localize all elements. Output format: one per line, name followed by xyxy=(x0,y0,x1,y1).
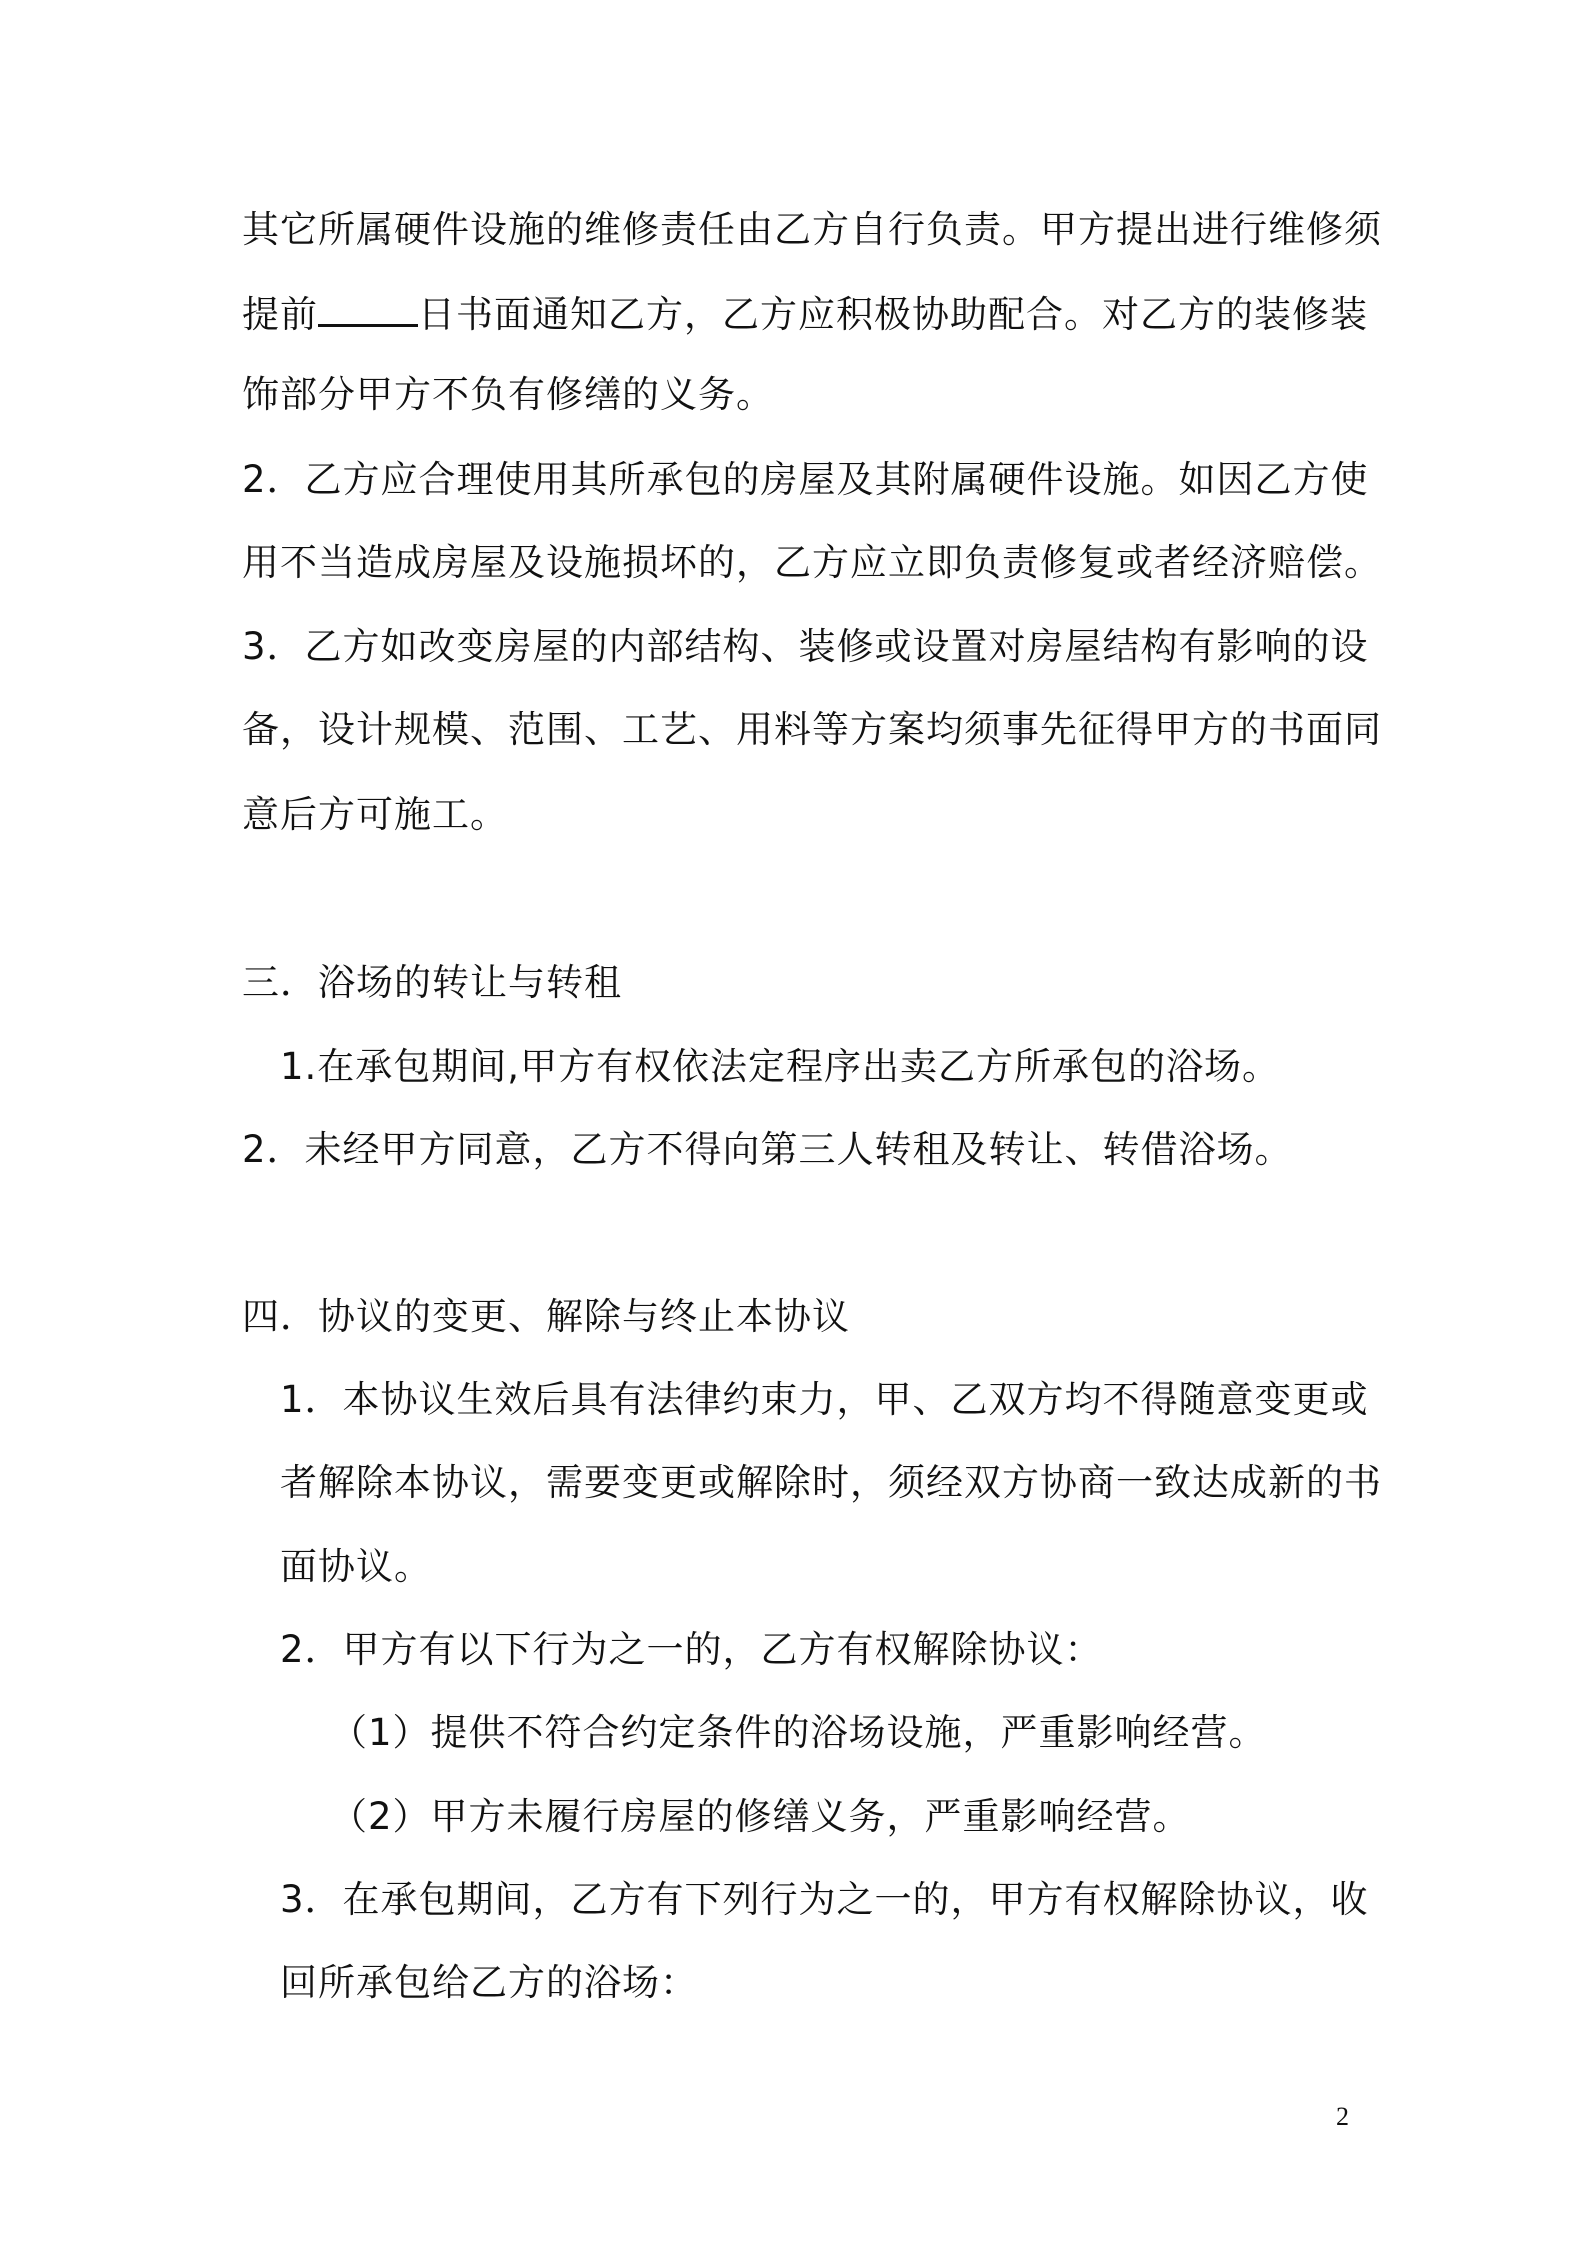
list-item: 2．未经甲方同意，乙方不得向第三人转租及转让、转借浴场。 xyxy=(242,1128,1293,1171)
paragraph-line: 备，设计规模、范围、工艺、用料等方案均须事先征得甲方的书面同 xyxy=(242,708,1382,751)
section-heading: 四．协议的变更、解除与终止本协议 xyxy=(242,1295,850,1338)
paragraph-line: 2．乙方应合理使用其所承包的房屋及其附属硬件设施。如因乙方使 xyxy=(242,458,1369,501)
list-item-continuation: 者解除本协议，需要变更或解除时，须经双方协商一致达成新的书 xyxy=(280,1461,1382,1504)
section-heading: 三．浴场的转让与转租 xyxy=(242,961,622,1004)
sub-list-item: （2）甲方未履行房屋的修缮义务，严重影响经营。 xyxy=(330,1795,1191,1838)
list-item: 1．本协议生效后具有法律约束力，甲、乙双方均不得随意变更或 xyxy=(280,1378,1369,1421)
paragraph-line-with-blank xyxy=(242,290,1368,340)
list-item: 1.在承包期间,甲方有权依法定程序出卖乙方所承包的浴场。 xyxy=(280,1045,1281,1088)
text-segment: 日书面通知乙方，乙方应积极协助配合。对乙方的装修装 xyxy=(418,293,1368,336)
list-item: 2．甲方有以下行为之一的，乙方有权解除协议： xyxy=(280,1628,1103,1671)
list-item-continuation: 回所承包给乙方的浴场： xyxy=(280,1961,698,2004)
list-item-continuation: 面协议。 xyxy=(280,1545,432,1588)
page-number: 2 xyxy=(1336,2102,1349,2131)
paragraph-line: 其它所属硬件设施的维修责任由乙方自行负责。甲方提出进行维修须 xyxy=(242,208,1382,251)
list-item: 3．在承包期间，乙方有下列行为之一的，甲方有权解除协议，收 xyxy=(280,1878,1369,1921)
sub-list-item: （1）提供不符合约定条件的浴场设施，严重影响经营。 xyxy=(330,1711,1267,1754)
fill-in-blank xyxy=(318,290,418,327)
text-segment: 提前 xyxy=(242,293,318,336)
paragraph-line: 用不当造成房屋及设施损坏的，乙方应立即负责修复或者经济赔偿。 xyxy=(242,541,1382,584)
paragraph-line: 3．乙方如改变房屋的内部结构、装修或设置对房屋结构有影响的设 xyxy=(242,625,1369,668)
paragraph-line: 饰部分甲方不负有修缮的义务。 xyxy=(242,373,774,416)
paragraph-line: 意后方可施工。 xyxy=(242,793,508,836)
